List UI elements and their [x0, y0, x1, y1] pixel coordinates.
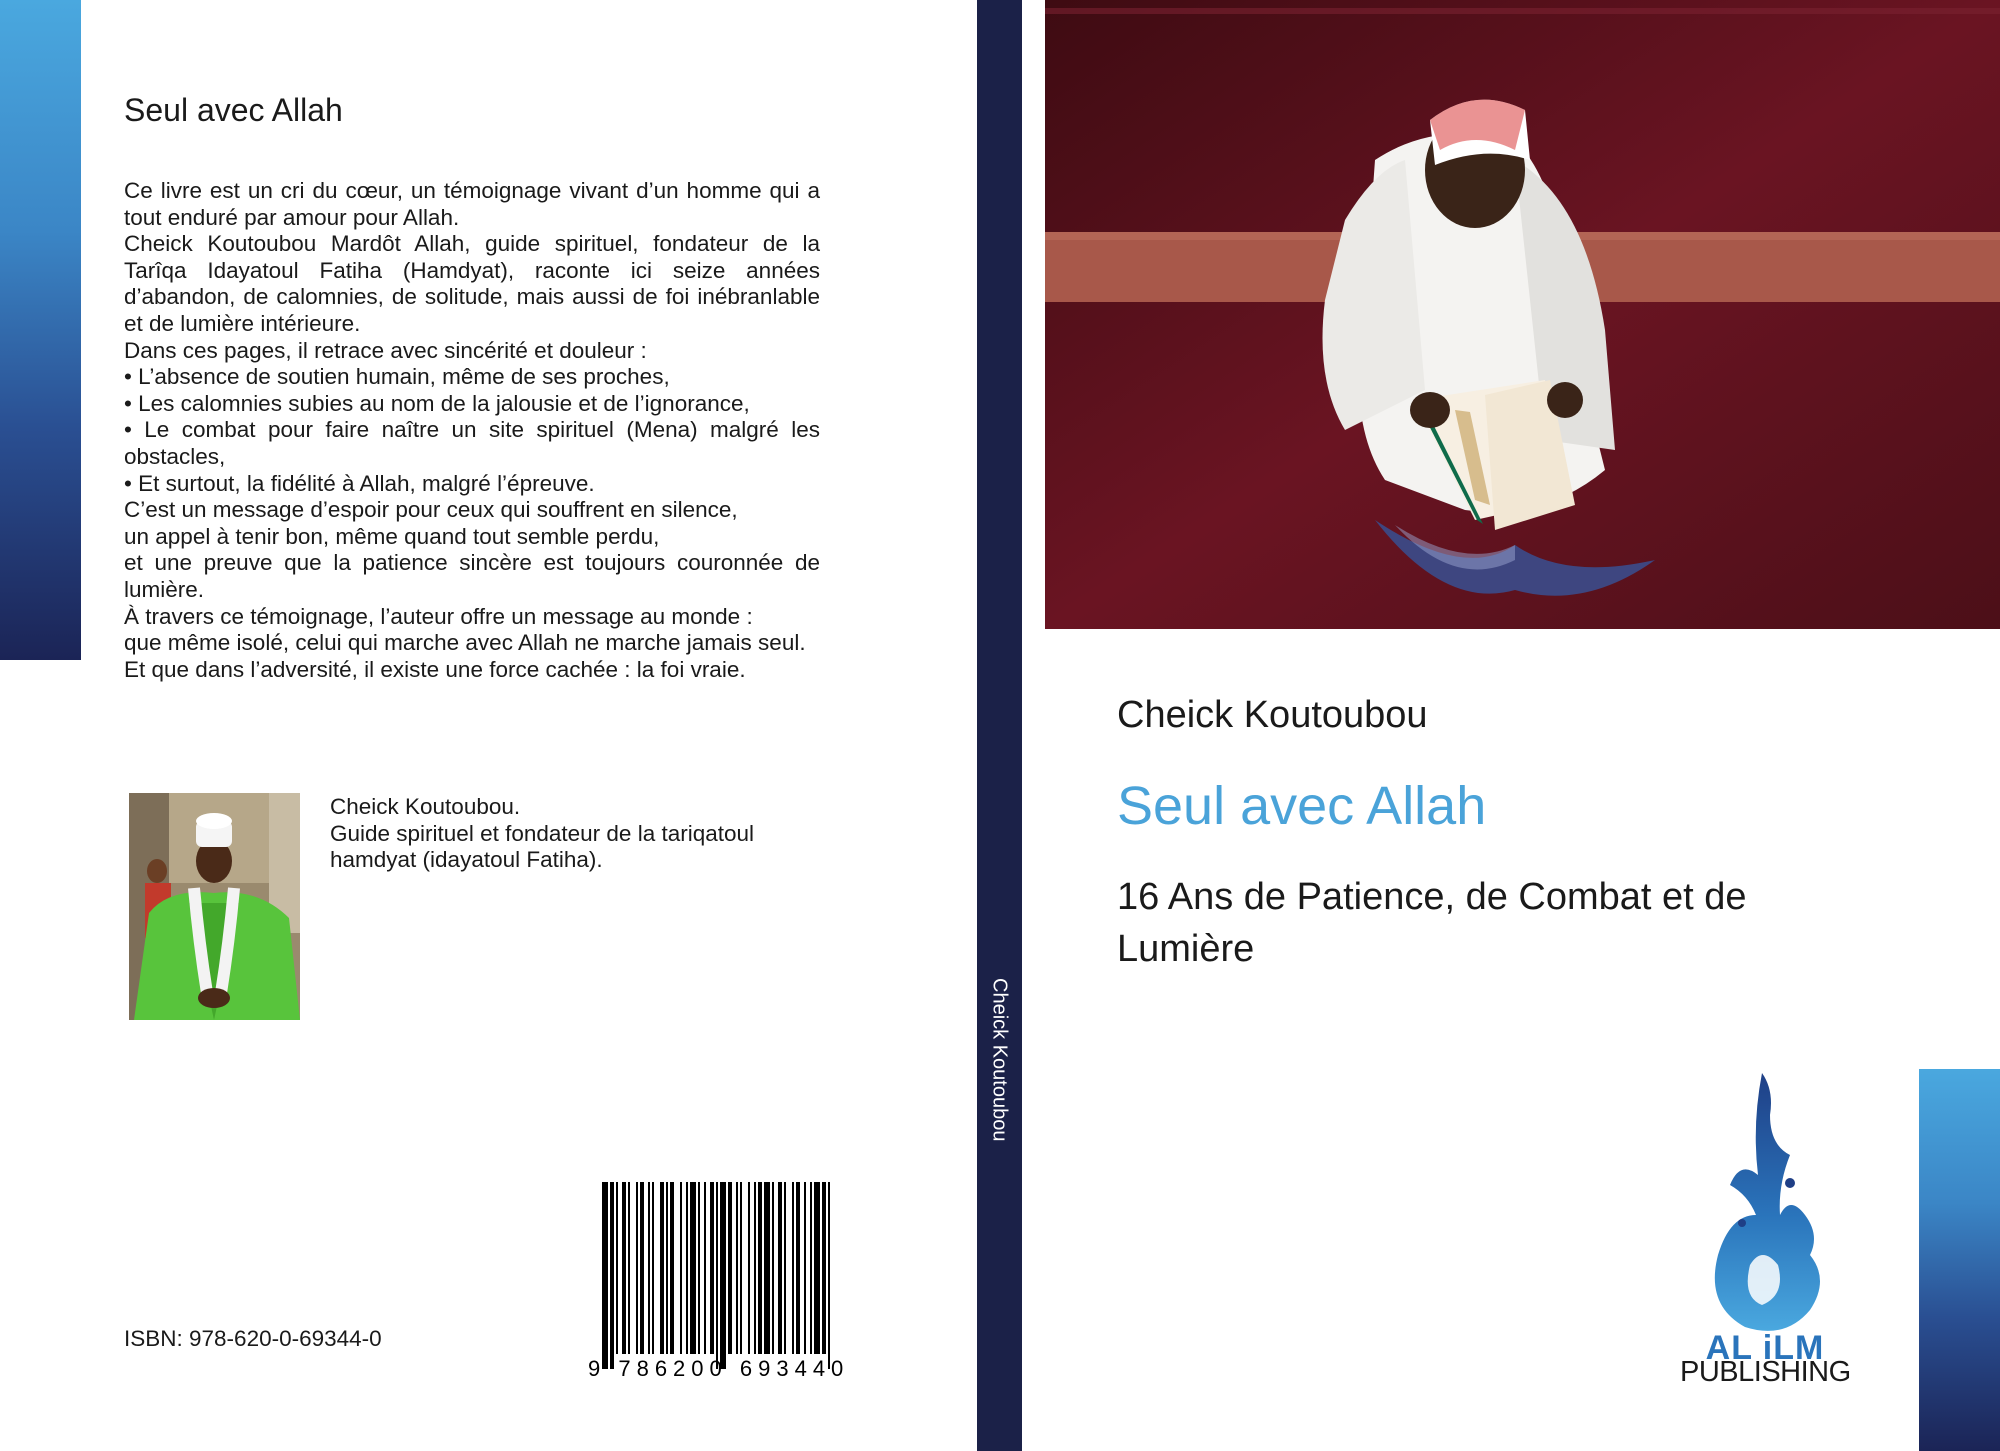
- barcode-bar: [660, 1182, 664, 1354]
- front-cover-title: Seul avec Allah: [1117, 776, 1487, 836]
- blurb-bullet: • L’absence de soutien humain, même de ses proches,: [124, 364, 670, 390]
- barcode-bar: [772, 1182, 774, 1354]
- author-bio-line: Guide spirituel et fondateur de la tariqatoul: [330, 820, 755, 846]
- barcode-bar: [740, 1182, 742, 1354]
- barcode-bar: [804, 1182, 806, 1354]
- front-cover-color-stripe: [1919, 1069, 2000, 1451]
- publisher-label: PUBLISHING: [1680, 1356, 1851, 1388]
- front-cover-subtitle: 16 Ans de Patience, de Combat et de Lumière: [1117, 876, 1747, 970]
- blurb-paragraph: un appel à tenir bon, même quand tout semble perdu,: [124, 523, 660, 549]
- publisher-logo-text: AL iLM: [1705, 1329, 1825, 1367]
- barcode-bar: [652, 1182, 654, 1354]
- barcode-bar: [814, 1182, 820, 1354]
- barcode-bar: [822, 1182, 826, 1354]
- barcode-bar: [728, 1182, 732, 1354]
- barcode-bar: [640, 1182, 644, 1354]
- barcode-digits: 9 786200 693440: [588, 1356, 850, 1379]
- barcode-bar: [686, 1182, 688, 1354]
- blurb-bullet: • Les calomnies subies au nom de la jalousie et de l’ignorance,: [124, 390, 750, 416]
- barcode-bar: [792, 1182, 794, 1354]
- barcode-bar: [670, 1182, 674, 1354]
- barcode-bar: [698, 1182, 700, 1354]
- barcode-bar: [666, 1182, 668, 1354]
- publisher-logo: [1670, 1065, 1860, 1401]
- blurb-paragraph: À travers ce témoignage, l’auteur offre un message au monde :: [124, 603, 753, 629]
- isbn-text: ISBN: 978-620-0-69344-0: [124, 1326, 382, 1351]
- spine-author: Cheick Koutoubou: [988, 978, 1011, 1142]
- back-cover-blurb: [124, 178, 820, 683]
- barcode-bar: [748, 1182, 750, 1354]
- blurb-paragraph: Cheick Koutoubou Mardôt Allah, guide spirituel, fondateur de la Tarîqa Idayatoul Fatiha (Hamdyat), raconte ici seize années d’abandon, de calomnies, de solitude, mais aussi de foi inébranlable et de lumière intérieure.: [124, 231, 820, 336]
- barcode-bar: [778, 1182, 782, 1354]
- barcode-bar: [784, 1182, 786, 1354]
- blurb-paragraph: Dans ces pages, il retrace avec sincérité et douleur :: [124, 337, 647, 363]
- barcode-bar: [758, 1182, 762, 1354]
- barcode-bar: [710, 1182, 714, 1354]
- back-cover-color-stripe: [0, 0, 81, 660]
- barcode-bar: [796, 1182, 800, 1354]
- barcode-bar: [716, 1182, 718, 1369]
- author-bio-name: Cheick Koutoubou.: [330, 794, 521, 819]
- barcode-bar: [616, 1182, 618, 1354]
- author-photo: [129, 793, 300, 1020]
- blurb-paragraph: et une preuve que la patience sincère est toujours couronnée de lumière.: [124, 550, 820, 602]
- barcode-bar: [828, 1182, 830, 1369]
- barcode-bar: [602, 1182, 608, 1369]
- barcode-bar: [622, 1182, 626, 1354]
- barcode-bar: [810, 1182, 812, 1354]
- back-cover-title: Seul avec Allah: [124, 92, 343, 128]
- barcode-bar: [704, 1182, 706, 1354]
- author-bio-line: hamdyat (idayatoul Fatiha).: [330, 847, 603, 873]
- book-spine: [977, 0, 1022, 1451]
- barcode-bar: [610, 1182, 614, 1369]
- barcode-bar: [690, 1182, 696, 1354]
- barcode-bar: [754, 1182, 756, 1354]
- author-bio: [330, 794, 810, 874]
- isbn-barcode: [588, 1182, 908, 1379]
- barcode-bar: [636, 1182, 638, 1354]
- barcode-bar: [628, 1182, 630, 1354]
- blurb-paragraph: C’est un message d’espoir pour ceux qui souffrent en silence,: [124, 497, 738, 523]
- barcode-bar: [736, 1182, 738, 1354]
- barcode-bar: [720, 1182, 726, 1369]
- blurb-bullet: • Et surtout, la fidélité à Allah, malgré l’épreuve.: [124, 470, 595, 496]
- blurb-paragraph: Ce livre est un cri du cœur, un témoignage vivant d’un homme qui a tout enduré par amour pour Allah.: [124, 178, 820, 230]
- barcode-bar: [648, 1182, 650, 1354]
- barcode-bar: [680, 1182, 682, 1354]
- blurb-paragraph: Et que dans l’adversité, il existe une force cachée : la foi vraie.: [124, 656, 746, 682]
- front-cover-author: Cheick Koutoubou: [1117, 694, 1428, 736]
- blurb-paragraph: que même isolé, celui qui marche avec Allah ne marche jamais seul.: [124, 630, 806, 656]
- cover-photo: [1045, 0, 2000, 629]
- barcode-bar: [764, 1182, 770, 1354]
- blurb-bullet: • Le combat pour faire naître un site spirituel (Mena) malgré les obstacles,: [124, 417, 820, 469]
